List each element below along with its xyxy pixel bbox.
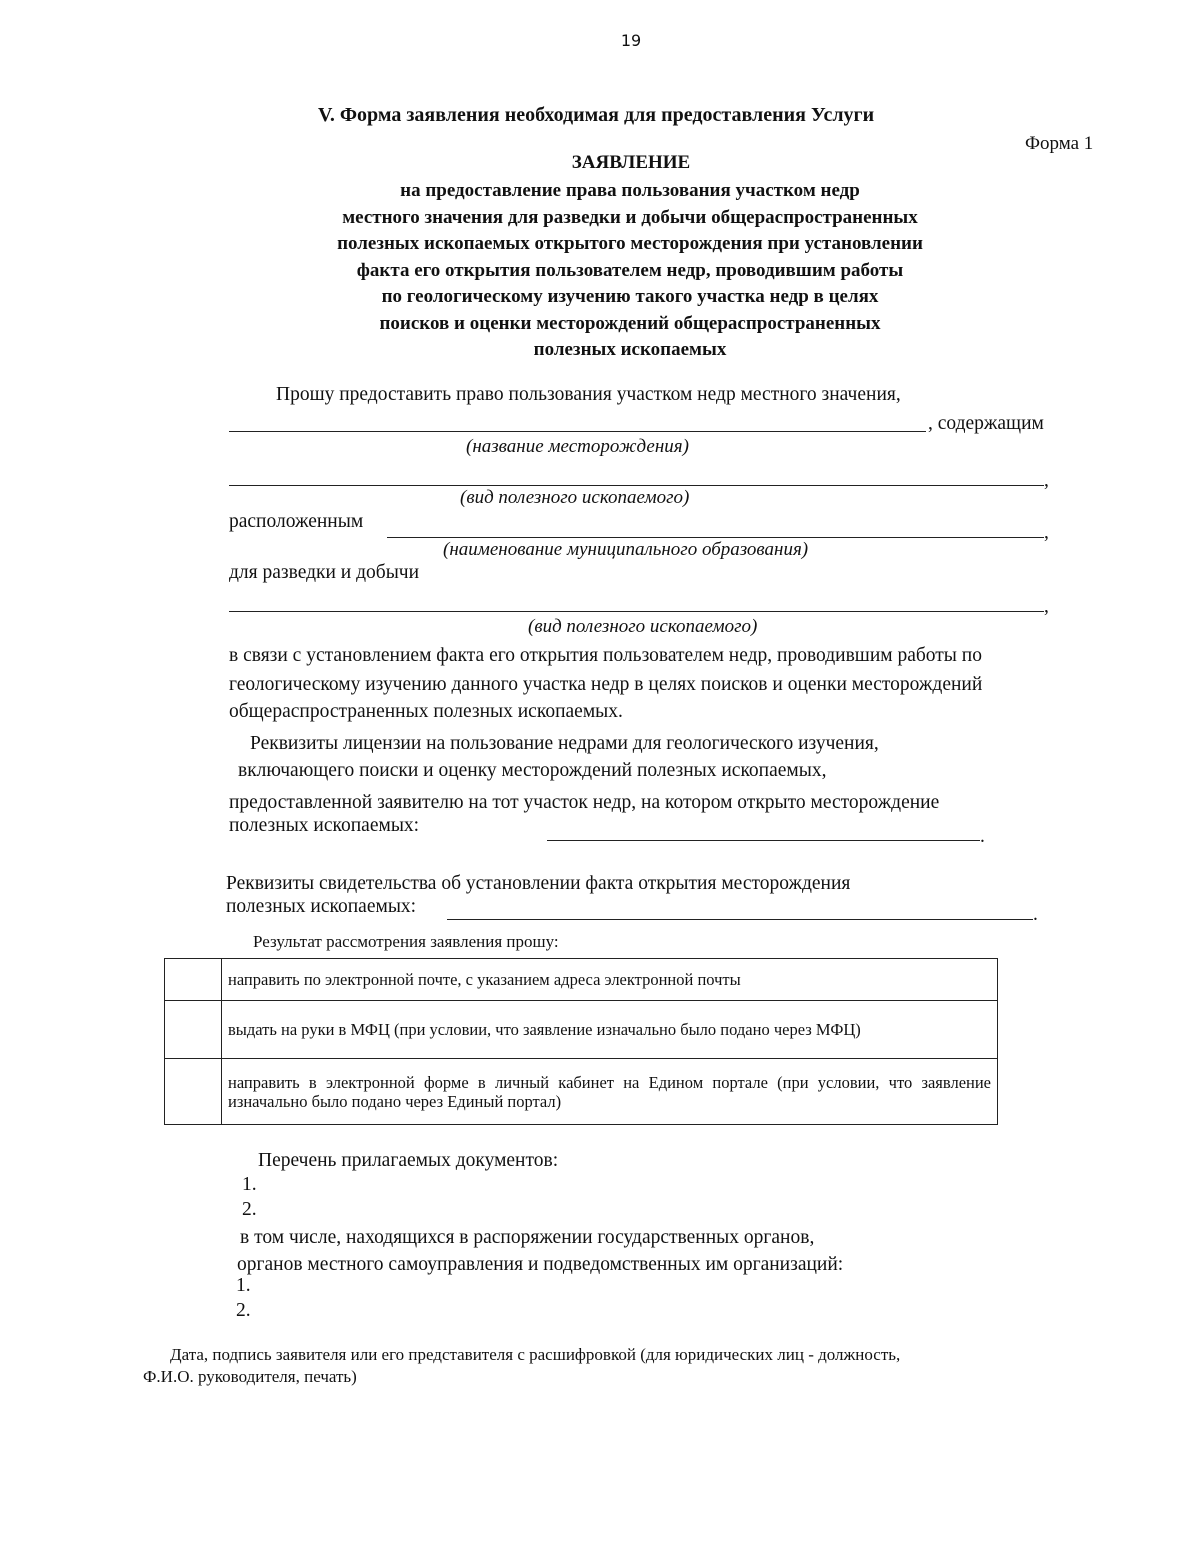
certificate-line: Реквизиты свидетельства об установлении факта открытия месторождения	[226, 873, 851, 894]
comma-mark: ,	[1044, 470, 1049, 491]
result-option-row	[165, 1059, 998, 1125]
subtitle-line: поисков и оценки месторождений общераспространенных	[379, 312, 881, 334]
license-line: полезных ископаемых:	[229, 815, 420, 836]
reason-line: геологическому изучению данного участка недр в целях поисков и оценки месторождений	[229, 674, 983, 695]
option-text: выдать на руки в МФЦ (при условии, что заявление изначально было подано через МФЦ)	[222, 1001, 998, 1059]
gov-docs-line: органов местного самоуправления и подведомственных им организаций:	[237, 1254, 844, 1275]
option-checkbox[interactable]	[165, 959, 222, 1001]
signature-line: Ф.И.О. руководителя, печать)	[143, 1367, 357, 1386]
gov-doc-item: 2.	[236, 1300, 251, 1321]
gov-docs-line: в том числе, находящихся в распоряжении государственных органов,	[240, 1227, 815, 1248]
comma-mark: ,	[1044, 522, 1049, 543]
result-option-row	[165, 959, 998, 1001]
result-options-table	[164, 958, 998, 1125]
purpose-label: для разведки и добычи	[229, 562, 420, 583]
end-mark: .	[1033, 904, 1038, 925]
signature-line: Дата, подпись заявителя или его представителя с расшифровкой (для юридических лиц - должность,	[170, 1345, 901, 1364]
option-text: направить в электронной форме в личный кабинет на Едином портале (при условии, что заявление изначально было подано через Единый портал)	[222, 1059, 998, 1125]
certificate-details-field[interactable]	[447, 919, 1033, 920]
mineral-type-field-1[interactable]	[229, 485, 1044, 486]
section-title: V. Форма заявления необходимая для предоставления Услуги	[318, 104, 875, 126]
reason-line: в связи с установлением факта его открытия пользователем недр, проводившим работы по	[229, 645, 982, 666]
comma-mark: ,	[1044, 596, 1049, 617]
attachment-item: 2.	[242, 1199, 257, 1220]
gov-doc-item: 1.	[236, 1275, 251, 1296]
subtitle-line: на предоставление права пользования участком недр	[400, 180, 860, 201]
request-intro: Прошу предоставить право пользования участком недр местного значения,	[276, 384, 901, 405]
subtitle-line: полезных ископаемых открытого месторождения при установлении	[337, 233, 923, 254]
license-line: включающего поиски и оценку месторождений полезных ископаемых,	[238, 760, 827, 781]
hint-deposit-name: (название месторождения)	[466, 436, 689, 457]
located-label: расположенным	[229, 511, 364, 532]
result-label: Результат рассмотрения заявления прошу:	[253, 932, 559, 951]
hint-municipality: (наименование муниципального образования)	[443, 539, 809, 560]
result-option-row	[165, 1001, 998, 1059]
option-checkbox[interactable]	[165, 1001, 222, 1059]
end-mark: .	[980, 826, 985, 847]
attachments-label: Перечень прилагаемых документов:	[258, 1150, 559, 1171]
hint-mineral-type-2: (вид полезного ископаемого)	[528, 616, 758, 637]
mineral-type-field-2[interactable]	[229, 611, 1044, 612]
form-label: Форма 1	[1025, 133, 1094, 154]
reason-line: общераспространенных полезных ископаемых.	[229, 701, 623, 722]
license-details-field[interactable]	[547, 840, 980, 841]
option-checkbox[interactable]	[165, 1059, 222, 1125]
license-line: предоставленной заявителю на тот участок недр, на котором открыто месторождение	[229, 792, 940, 813]
page-number: 19	[620, 31, 642, 50]
deposit-name-field[interactable]	[229, 431, 926, 432]
hint-mineral-type-1: (вид полезного ископаемого)	[460, 487, 690, 508]
document-title: ЗАЯВЛЕНИЕ	[571, 152, 691, 173]
attachment-item: 1.	[242, 1174, 257, 1195]
certificate-line: полезных ископаемых:	[226, 896, 417, 917]
subtitle-line: полезных ископаемых	[533, 339, 727, 360]
municipality-field[interactable]	[387, 537, 1044, 538]
subtitle-line: по геологическому изучению такого участка недр в целях	[381, 286, 879, 307]
containing-text: , содержащим	[928, 413, 1044, 434]
subtitle-line: местного значения для разведки и добычи общераспространенных	[342, 206, 918, 228]
subtitle-line: факта его открытия пользователем недр, проводившим работы	[356, 259, 904, 281]
license-line: Реквизиты лицензии на пользование недрами для геологического изучения,	[250, 733, 879, 754]
option-text: направить по электронной почте, с указанием адреса электронной почты	[222, 959, 998, 1001]
document-subtitle	[280, 178, 980, 364]
